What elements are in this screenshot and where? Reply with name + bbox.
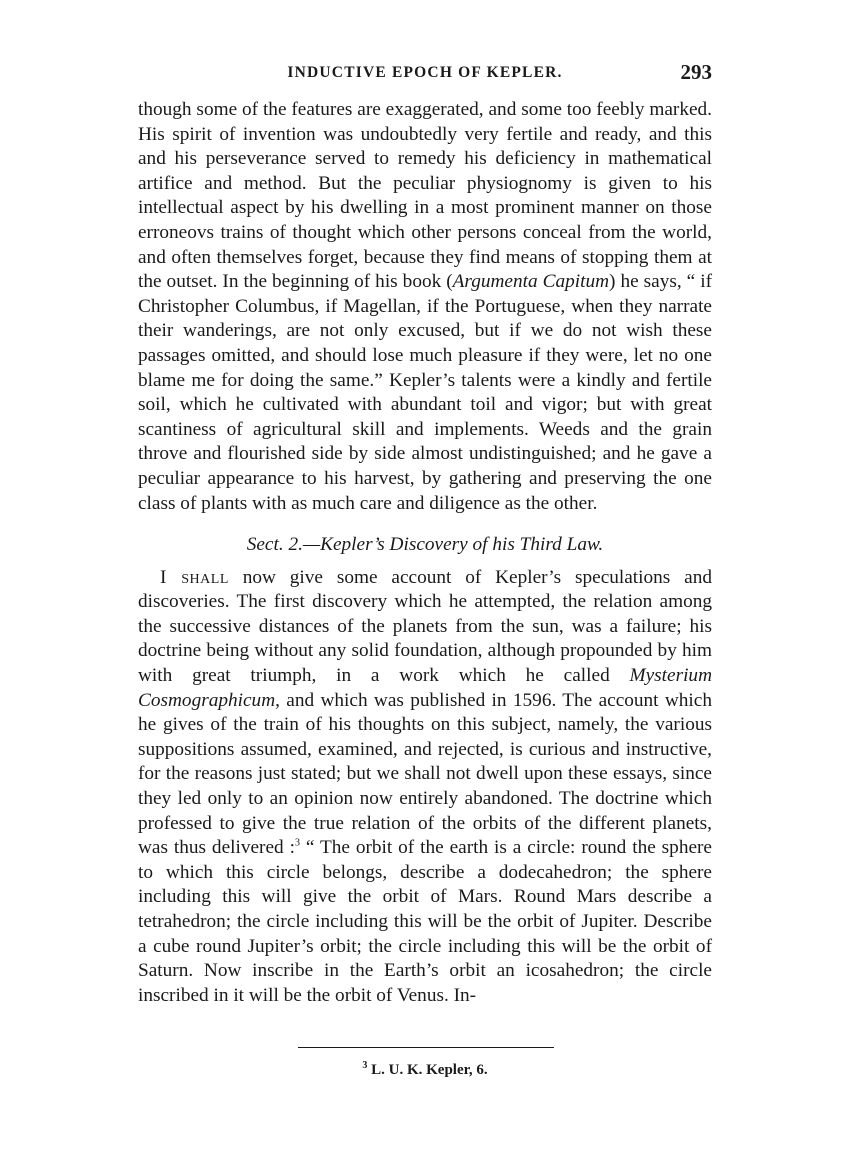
- footnote: [138, 1062, 712, 1079]
- footnote-marker: 3: [362, 1060, 368, 1071]
- paragraph-1-text-b: ) he says, “ if Christopher Columbus, if Magellan, if the Portuguese, when they narrate their wanderings, are not only excused, but if we do not wish these passages omitted, and should lose much pleasure if they were, let no one blame me for doing the same.” Kepler’s talents were a kindly and fertile soil, which he cultivated with abundant toil and vigor; but with great scantiness of agricultural skill and implements. Weeds and the grain throve and flourished side by side almost undistinguished; and he gave a peculiar appearance to his harvest, by gathering and preserving the one class of plants with as much care and diligence as the other.: [138, 271, 712, 514]
- paragraph-1-book-title: Argumenta Capitum: [452, 271, 610, 293]
- running-title: INDUCTIVE EPOCH OF KEPLER.: [287, 64, 563, 81]
- footnote-text: L. U. K. Kepler, 6.: [367, 1062, 488, 1078]
- paragraph-2-text-a: now give some account of Kepler’s speculations and discoveries. The first discovery which he attempted, the relation among the successive distances of the planets from the sun, was a failure; his doctrine being without any solid foundation, although propounded by him with great triumph, in a work which he called: [138, 566, 712, 687]
- section-heading: Sect. 2.—Kepler’s Discovery of his Third Law.: [246, 534, 604, 556]
- paragraph-2-text-c: “ The orbit of the earth is a circle: round the sphere to which this circle belongs, describe a dodecahedron; the sphere including this will give the orbit of Mars. Round Mars describe a tetrahedron; the circle including this will be the orbit of Jupiter. Describe a cube round Jupiter’s orbit; the circle including this will be the orbit of Saturn. Now inscribe in the Earth’s orbit an icosahedron; the circle inscribed in it will be the orbit of Venus. In-: [138, 837, 712, 1006]
- paragraph-1: [138, 98, 712, 516]
- paragraph-1-text-a: though some of the features are exaggerated, and some too feebly marked. His spirit of invention was undoubtedly very fertile and ready, and this and his perseverance served to remedy his deficiency in mathematical artifice and method. But the peculiar physiognomy is given to his intellectual aspect by his dwelling in a most prominent manner on those erroneovs trains of thought which other persons conceal from the world, and often themselves forget, because they find means of stopping them at the outset. In the beginning of his book (: [138, 99, 712, 293]
- running-head: [138, 60, 712, 90]
- page-number: 293: [680, 60, 712, 84]
- paragraph-2: [138, 566, 712, 1009]
- paragraph-2-book-title: Mysterium Cosmographicum: [138, 665, 712, 711]
- paragraph-2-lead-smallcaps: I shall: [160, 566, 229, 588]
- footnote-divider: [298, 1047, 554, 1048]
- footnote-reference: 3: [294, 837, 300, 849]
- paragraph-2-text-b: , and which was published in 1596. The account which he gives of the train of his thoughts on this subject, namely, the various suppositions assumed, examined, and rejected, is curious and instructive, for the reasons just stated; but we shall not dwell upon these essays, since they led only to an opinion now entirely abandoned. The doctrine which professed to give the true relation of the orbits of the different planets, was thus delivered :: [138, 689, 712, 859]
- body-text: [138, 98, 712, 1008]
